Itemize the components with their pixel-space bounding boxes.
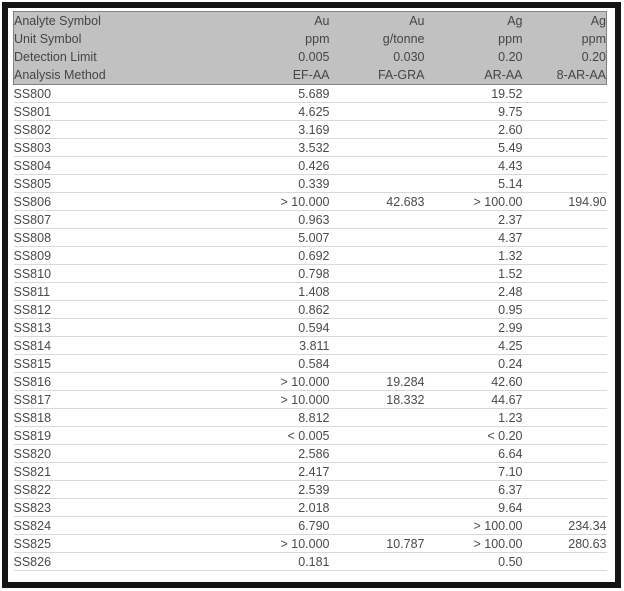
sample-id: SS813 [13, 320, 52, 335]
table-row [14, 121, 607, 139]
value-cell [523, 265, 607, 283]
value-cell [330, 463, 425, 481]
table-row [14, 157, 607, 175]
sample-id: SS810 [13, 266, 52, 281]
sample-id: SS806 [13, 194, 52, 209]
header-row-label: Analyte Symbol [14, 12, 239, 31]
value-cell: 2.37 [498, 212, 523, 227]
value-cell: 3.169 [298, 122, 330, 137]
table-row [14, 175, 607, 193]
value-cell [523, 139, 607, 157]
value-cell: 1.408 [298, 284, 330, 299]
value-cell: 1.23 [498, 410, 523, 425]
value-cell [523, 85, 607, 103]
value-cell: 0.50 [498, 554, 523, 569]
table-row [14, 553, 607, 571]
value-cell [330, 247, 425, 265]
table-header [14, 12, 607, 85]
value-cell: 2.60 [498, 122, 523, 137]
table-body [14, 85, 607, 571]
header-row-label: Detection Limit [14, 48, 239, 66]
sample-id: SS805 [13, 176, 52, 191]
sample-id: SS817 [13, 392, 52, 407]
sample-id: SS824 [13, 518, 52, 533]
value-cell [330, 427, 425, 445]
value-cell [523, 229, 607, 247]
value-cell: < 0.005 [287, 428, 330, 443]
value-cell [330, 175, 425, 193]
table-row [14, 319, 607, 337]
value-cell: < 0.20 [487, 428, 523, 443]
value-cell [330, 103, 425, 121]
table-row [14, 373, 607, 391]
value-cell [523, 373, 607, 391]
value-cell [330, 301, 425, 319]
sample-id: SS818 [13, 410, 52, 425]
header-value-cell: AR-AA [425, 66, 523, 85]
header-value-cell: ppm [239, 30, 330, 48]
value-cell: 4.43 [498, 158, 523, 173]
sample-id: SS809 [13, 248, 52, 263]
value-cell [330, 319, 425, 337]
value-cell [330, 157, 425, 175]
value-cell: > 10.000 [280, 536, 330, 551]
value-cell [330, 499, 425, 517]
sample-id: SS808 [13, 230, 52, 245]
sample-id: SS802 [13, 122, 52, 137]
sample-id: SS807 [13, 212, 52, 227]
sample-id: SS816 [13, 374, 52, 389]
value-cell [330, 517, 425, 535]
value-cell [523, 247, 607, 265]
value-cell: > 100.00 [473, 194, 523, 209]
sample-id: SS825 [13, 536, 52, 551]
header-row-label: Analysis Method [14, 66, 239, 85]
value-cell [330, 409, 425, 427]
header-value-cell: 8-AR-AA [523, 66, 607, 85]
table-row [14, 481, 607, 499]
header-value-cell: ppm [425, 30, 523, 48]
assay-results-table [13, 11, 607, 571]
table-row [14, 229, 607, 247]
value-cell: 5.49 [498, 140, 523, 155]
table-row [14, 193, 607, 211]
value-cell [523, 445, 607, 463]
value-cell: 0.594 [298, 320, 330, 335]
header-value-cell: Ag [425, 12, 523, 31]
value-cell: 0.24 [498, 356, 523, 371]
value-cell: 2.48 [498, 284, 523, 299]
sample-id: SS822 [13, 482, 52, 497]
table-row [14, 355, 607, 373]
value-cell: 6.790 [298, 518, 330, 533]
table-row [14, 499, 607, 517]
value-cell [330, 283, 425, 301]
document-frame [2, 2, 621, 588]
value-cell [330, 337, 425, 355]
value-cell: 0.798 [298, 266, 330, 281]
value-cell: 9.75 [498, 104, 523, 119]
header-value-cell: ppm [523, 30, 607, 48]
value-cell: 1.32 [498, 248, 523, 263]
value-cell: > 100.00 [473, 518, 523, 533]
value-cell [523, 481, 607, 499]
value-cell: 2.417 [298, 464, 330, 479]
value-cell [523, 211, 607, 229]
value-cell: 0.862 [298, 302, 330, 317]
header-row [14, 30, 607, 48]
value-cell [523, 283, 607, 301]
value-cell [523, 499, 607, 517]
value-cell: 234.34 [568, 518, 607, 533]
header-row [14, 48, 607, 66]
sample-id: SS821 [13, 464, 52, 479]
table-row [14, 139, 607, 157]
value-cell [330, 121, 425, 139]
value-cell: 194.90 [568, 194, 607, 209]
value-cell [523, 157, 607, 175]
value-cell: 2.539 [298, 482, 330, 497]
table-content [8, 8, 615, 571]
value-cell: 4.625 [298, 104, 330, 119]
table-row [14, 337, 607, 355]
table-row [14, 85, 607, 103]
sample-id: SS814 [13, 338, 52, 353]
value-cell: > 10.000 [280, 392, 330, 407]
value-cell: 18.332 [386, 392, 425, 407]
value-cell: 4.25 [498, 338, 523, 353]
value-cell [330, 139, 425, 157]
value-cell: 42.60 [491, 374, 523, 389]
table-row [14, 427, 607, 445]
sample-id: SS811 [13, 284, 51, 299]
value-cell: 0.95 [498, 302, 523, 317]
value-cell [330, 553, 425, 571]
value-cell [523, 427, 607, 445]
header-row [14, 12, 607, 31]
header-value-cell: 0.030 [330, 48, 425, 66]
value-cell: 2.586 [298, 446, 330, 461]
value-cell: 19.52 [491, 86, 523, 101]
value-cell: 0.584 [298, 356, 330, 371]
value-cell: 9.64 [498, 500, 523, 515]
header-value-cell: 0.005 [239, 48, 330, 66]
value-cell: 0.426 [298, 158, 330, 173]
table-row [14, 265, 607, 283]
value-cell: 8.812 [298, 410, 330, 425]
sample-id: SS815 [13, 356, 52, 371]
value-cell: 3.532 [298, 140, 330, 155]
table-row [14, 445, 607, 463]
sample-id: SS800 [13, 86, 52, 101]
header-value-cell: Au [239, 12, 330, 31]
value-cell: 10.787 [386, 536, 425, 551]
value-cell: 2.99 [498, 320, 523, 335]
value-cell: 0.692 [298, 248, 330, 263]
sample-id: SS819 [13, 428, 52, 443]
header-value-cell: FA-GRA [330, 66, 425, 85]
value-cell: 1.52 [498, 266, 523, 281]
sample-id: SS804 [13, 158, 52, 173]
value-cell: 2.018 [298, 500, 330, 515]
value-cell: > 10.000 [280, 374, 330, 389]
value-cell: 5.689 [298, 86, 330, 101]
header-value-cell: g/tonne [330, 30, 425, 48]
header-value-cell: 0.20 [523, 48, 607, 66]
value-cell [523, 391, 607, 409]
value-cell: 6.37 [498, 482, 523, 497]
header-value-cell: 0.20 [425, 48, 523, 66]
value-cell: 4.37 [498, 230, 523, 245]
value-cell: 42.683 [386, 194, 425, 209]
sample-id: SS826 [13, 554, 52, 569]
value-cell [330, 265, 425, 283]
header-value-cell: Au [330, 12, 425, 31]
value-cell [523, 301, 607, 319]
header-row-label: Unit Symbol [14, 30, 239, 48]
value-cell [330, 85, 425, 103]
value-cell: 0.181 [298, 554, 330, 569]
value-cell: 19.284 [386, 374, 425, 389]
table-row [14, 301, 607, 319]
value-cell [523, 319, 607, 337]
table-row [14, 535, 607, 553]
value-cell [330, 211, 425, 229]
value-cell: 0.963 [298, 212, 330, 227]
value-cell: 6.64 [498, 446, 523, 461]
table-row [14, 409, 607, 427]
value-cell [330, 481, 425, 499]
value-cell: 44.67 [491, 392, 523, 407]
sample-id: SS812 [13, 302, 52, 317]
header-value-cell: Ag [523, 12, 607, 31]
value-cell [523, 355, 607, 373]
table-row [14, 103, 607, 121]
sample-id: SS823 [13, 500, 52, 515]
table-row [14, 247, 607, 265]
table-row [14, 283, 607, 301]
value-cell: 5.14 [498, 176, 523, 191]
value-cell: > 100.00 [473, 536, 523, 551]
value-cell: > 10.000 [280, 194, 330, 209]
value-cell [523, 337, 607, 355]
value-cell [330, 229, 425, 247]
value-cell: 0.339 [298, 176, 330, 191]
table-row [14, 517, 607, 535]
sample-id: SS803 [13, 140, 52, 155]
value-cell [523, 463, 607, 481]
value-cell [330, 445, 425, 463]
value-cell: 7.10 [498, 464, 523, 479]
value-cell [523, 103, 607, 121]
table-row [14, 391, 607, 409]
header-value-cell: EF-AA [239, 66, 330, 85]
value-cell [523, 409, 607, 427]
value-cell [523, 553, 607, 571]
table-row [14, 211, 607, 229]
header-row [14, 66, 607, 85]
value-cell: 3.811 [299, 338, 330, 353]
value-cell [330, 355, 425, 373]
table-row [14, 463, 607, 481]
value-cell: 280.63 [568, 536, 607, 551]
value-cell [523, 121, 607, 139]
value-cell [523, 175, 607, 193]
sample-id: SS801 [13, 104, 52, 119]
sample-id: SS820 [13, 446, 52, 461]
value-cell: 5.007 [298, 230, 330, 245]
